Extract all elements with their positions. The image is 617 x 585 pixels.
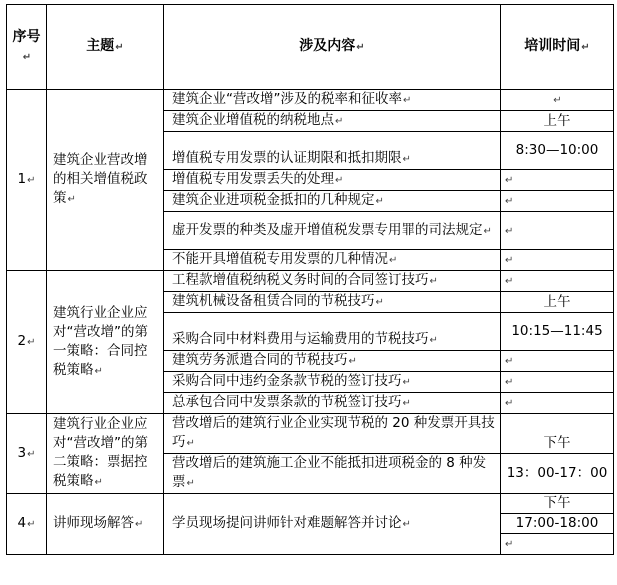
content-item: 采购合同中违约金条款节税的签订技巧↵ [164, 372, 501, 393]
time-empty-cell: ↵ [501, 534, 614, 555]
content-item: 增值税专用发票丢失的处理↵ [164, 170, 501, 191]
time-empty-cell: ↵ [501, 271, 614, 292]
section-topic: 建筑行业企业应对“营改增”的第二策略：票据控税策略↵ [47, 414, 164, 494]
header-content: 涉及内容↵ [164, 5, 501, 90]
section-index: 2↵ [7, 271, 47, 414]
content-item: 建筑劳务派遣合同的节税技巧↵ [164, 351, 501, 372]
table-row [7, 494, 614, 514]
section-topic: 建筑行业企业应对“营改增”的第一策略：合同控税策略↵ [47, 271, 164, 414]
time-empty-cell: ↵ [501, 212, 614, 250]
time-period: 下午 [501, 494, 614, 514]
content-item: 建筑企业“营改增”涉及的税率和征收率↵ [164, 90, 501, 111]
content-item: 总承包合同中发票条款的节税签订技巧↵ [164, 393, 501, 414]
schedule-table-wrap [6, 4, 613, 555]
table-row [7, 414, 614, 454]
content-item: 虚开发票的种类及虚开增值税发票专用罪的司法规定↵ [164, 212, 501, 250]
time-empty-cell: ↵ [501, 250, 614, 271]
table-row [7, 90, 614, 111]
header-index: 序号↵ [7, 5, 47, 90]
content-item: 不能开具增值税专用发票的几种情况↵ [164, 250, 501, 271]
training-schedule-table [6, 4, 614, 555]
time-empty-cell: ↵ [501, 90, 614, 111]
time-empty-cell: ↵ [501, 393, 614, 414]
section-index: 4↵ [7, 494, 47, 555]
time-empty-cell: ↵ [501, 170, 614, 191]
content-item: 采购合同中材料费用与运输费用的节税技巧↵ [164, 313, 501, 351]
time-empty-cell: ↵ [501, 372, 614, 393]
time-range: 17:00-18:00 [501, 514, 614, 534]
header-time: 培训时间↵ [501, 5, 614, 90]
time-empty-cell: ↵ [501, 351, 614, 372]
content-item: 建筑企业进项税金抵扣的几种规定↵ [164, 191, 501, 212]
content-item: 工程款增值税纳税义务时间的合同签订技巧↵ [164, 271, 501, 292]
header-row [7, 5, 614, 90]
content-item: 建筑企业增值税的纳税地点↵ [164, 111, 501, 132]
section-topic: 讲师现场解答↵ [47, 494, 164, 555]
section-index: 1↵ [7, 90, 47, 271]
time-range: 8:30—10:00 [501, 132, 614, 170]
table-row [7, 271, 614, 292]
time-period: 上午 [501, 111, 614, 132]
content-item: 建筑机械设备租赁合同的节税技巧↵ [164, 292, 501, 313]
section-index: 3↵ [7, 414, 47, 494]
time-range: 10:15—11:45 [501, 313, 614, 351]
section-topic: 建筑企业营改增的相关增值税政策↵ [47, 90, 164, 271]
content-item: 增值税专用发票的认证期限和抵扣期限↵ [164, 132, 501, 170]
header-topic: 主题↵ [47, 5, 164, 90]
content-item: 营改增后的建筑行业企业实现节税的 20 种发票开具技巧↵ [164, 414, 501, 454]
time-range: 13：00-17：00 [501, 454, 614, 494]
content-item: 营改增后的建筑施工企业不能抵扣进项税金的 8 种发票↵ [164, 454, 501, 494]
time-period: 上午 [501, 292, 614, 313]
time-empty-cell: ↵ [501, 191, 614, 212]
time-period: 下午 [501, 414, 614, 454]
content-item: 学员现场提问讲师针对难题解答并讨论↵ [164, 494, 501, 555]
